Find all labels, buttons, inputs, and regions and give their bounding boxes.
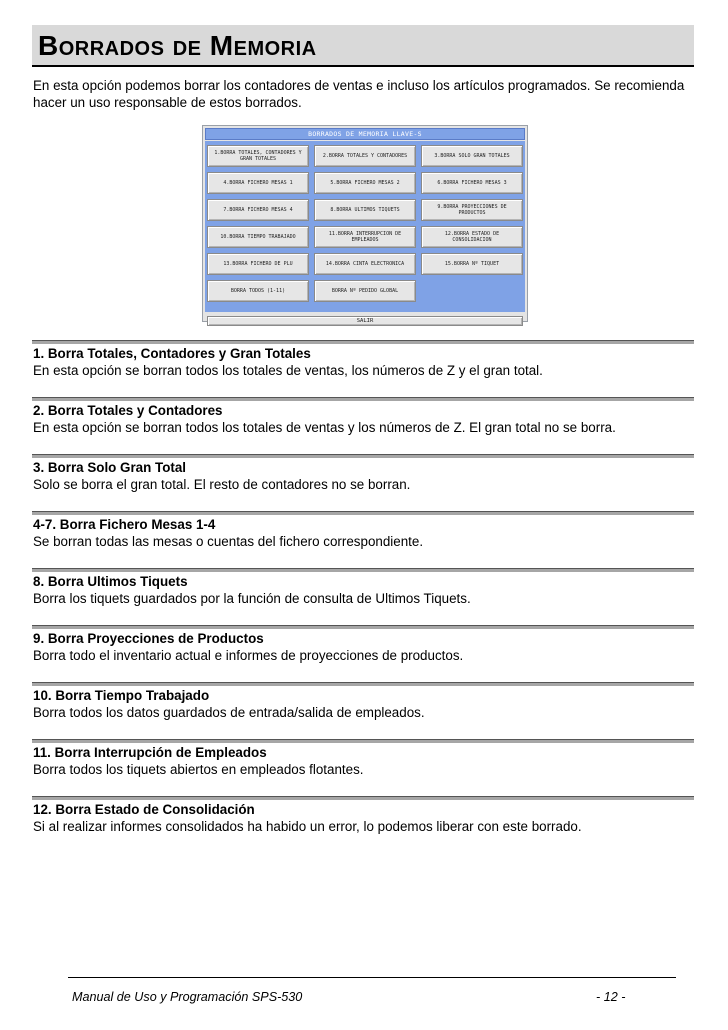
screen-button-7[interactable]: 7.BORRA FICHERO MESAS 4 — [207, 199, 309, 221]
section-heading: 3. Borra Solo Gran Total — [33, 460, 187, 475]
section-7 — [32, 682, 694, 721]
section-8 — [32, 739, 694, 778]
screenshot-button-panel — [205, 141, 525, 324]
screen-button-9[interactable]: 9.BORRA PROYECCIONES DE PRODUCTOS — [421, 199, 523, 221]
screen-button-10[interactable]: 10.BORRA TIEMPO TRABAJADO — [207, 226, 309, 248]
footer-manual-title: Manual de Uso y Programación SPS-530 — [72, 990, 303, 1004]
screen-button-empty — [421, 280, 523, 302]
section-divider — [32, 682, 694, 686]
footer-page-number: - 12 - — [596, 990, 626, 1004]
screen-button-13[interactable]: 13.BORRA FICHERO DE PLU — [207, 253, 309, 275]
section-divider — [32, 511, 694, 515]
page-title: Borrados de Memoria — [38, 30, 317, 61]
section-5 — [32, 568, 694, 607]
section-divider — [32, 739, 694, 743]
screen-button-3[interactable]: 3.BORRA SOLO GRAN TOTALES — [421, 145, 523, 167]
section-6 — [32, 625, 694, 664]
title-bar — [32, 25, 694, 67]
section-body: Borra todos los datos guardados de entrada/salida de empleados. — [33, 705, 425, 720]
screen-button-borra-todos[interactable]: BORRA TODOS (1-11) — [207, 280, 309, 302]
section-heading: 4-7. Borra Fichero Mesas 1-4 — [33, 517, 216, 532]
screen-button-15[interactable]: 15.BORRA Nº TIQUET — [421, 253, 523, 275]
screen-button-12[interactable]: 12.BORRA ESTADO DE CONSOLIDACION — [421, 226, 523, 248]
section-divider — [32, 340, 694, 344]
section-heading: 11. Borra Interrupción de Empleados — [33, 745, 267, 760]
screen-button-5[interactable]: 5.BORRA FICHERO MESAS 2 — [314, 172, 416, 194]
section-2 — [32, 397, 694, 436]
section-heading: 12. Borra Estado de Consolidación — [33, 802, 255, 817]
section-body: En esta opción se borran todos los totales de ventas y los números de Z. El gran total no se borra. — [33, 420, 616, 435]
section-body: Solo se borra el gran total. El resto de contadores no se borran. — [33, 477, 411, 492]
section-heading: 1. Borra Totales, Contadores y Gran Totales — [33, 346, 311, 361]
section-heading: 10. Borra Tiempo Trabajado — [33, 688, 210, 703]
section-body: Borra los tiquets guardados por la función de consulta de Ultimos Tiquets. — [33, 591, 471, 606]
screen-button-14[interactable]: 14.BORRA CINTA ELECTRONICA — [314, 253, 416, 275]
screen-button-8[interactable]: 8.BORRA ULTIMOS TIQUETS — [314, 199, 416, 221]
section-divider — [32, 454, 694, 458]
section-heading: 9. Borra Proyecciones de Productos — [33, 631, 264, 646]
screen-button-borra-pedido-global[interactable]: BORRA Nº PEDIDO GLOBAL — [314, 280, 416, 302]
section-divider — [32, 796, 694, 800]
screen-button-4[interactable]: 4.BORRA FICHERO MESAS 1 — [207, 172, 309, 194]
section-9 — [32, 796, 694, 835]
section-heading: 8. Borra Ultimos Tiquets — [33, 574, 188, 589]
footer-divider — [68, 977, 676, 978]
section-divider — [32, 568, 694, 572]
section-body: Borra todos los tiquets abiertos en empleados flotantes. — [33, 762, 364, 777]
section-heading: 2. Borra Totales y Contadores — [33, 403, 223, 418]
section-4 — [32, 511, 694, 550]
section-body: En esta opción se borran todos los totales de ventas, los números de Z y el gran total. — [33, 363, 543, 378]
screen-exit-button[interactable]: SALIR — [207, 316, 523, 326]
screen-button-11[interactable]: 11.BORRA INTERRUPCION DE EMPLEADOS — [314, 226, 416, 248]
section-body: Borra todo el inventario actual e informes de proyecciones de productos. — [33, 648, 464, 663]
screen-button-6[interactable]: 6.BORRA FICHERO MESAS 3 — [421, 172, 523, 194]
menu-screenshot — [202, 125, 528, 322]
section-3 — [32, 454, 694, 493]
screen-button-2[interactable]: 2.BORRA TOTALES Y CONTADORES — [314, 145, 416, 167]
section-divider — [32, 397, 694, 401]
intro-paragraph: En esta opción podemos borrar los contadores de ventas e incluso los artículos programados. Se recomienda hacer un uso responsable de estos borrados. — [33, 78, 685, 110]
section-body: Se borran todas las mesas o cuentas del fichero correspondiente. — [33, 534, 424, 549]
screenshot-title: BORRADOS DE MEMORIA LLAVE-S — [205, 128, 525, 140]
screen-button-1[interactable]: 1.BORRA TOTALES, CONTADORES Y GRAN TOTALES — [207, 145, 309, 167]
section-body: Si al realizar informes consolidados ha habido un error, lo podemos liberar con este borrado. — [33, 819, 582, 834]
section-1 — [32, 340, 694, 379]
section-divider — [32, 625, 694, 629]
